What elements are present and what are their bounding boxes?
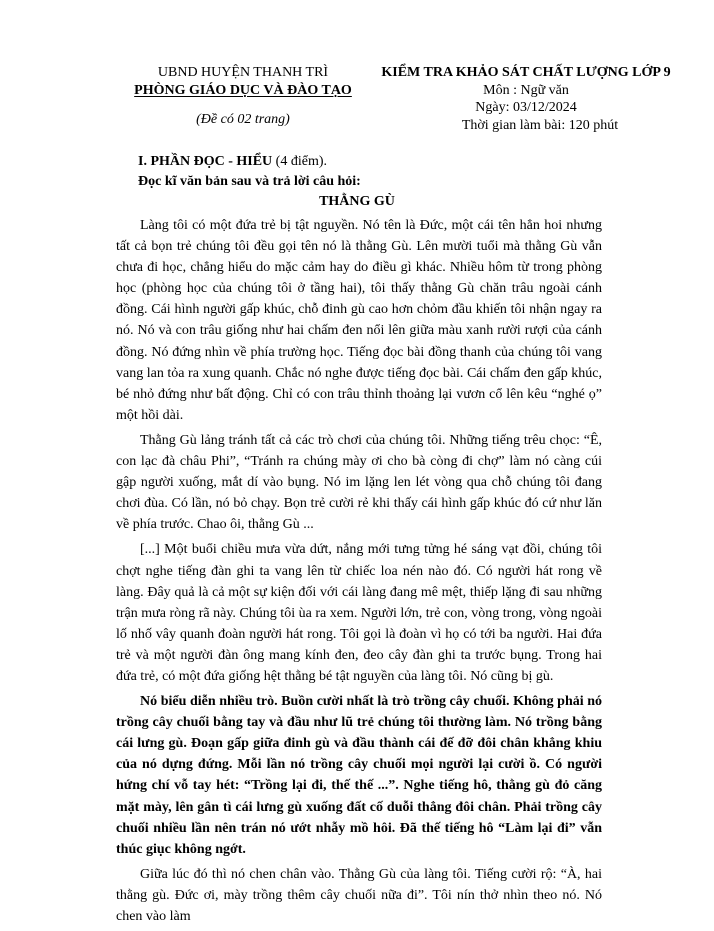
paragraph: Giữa lúc đó thì nó chen chân vào. Thằng Gù của làng tôi. Tiếng cười rộ: “À, hai thằng gù. Đức ơi, mày trồng thêm cây chuối nữa đi”. Tôi nín thở nhìn theo nó. Nó chen vào làm	[116, 866, 602, 924]
exam-title: KIỂM TRA KHẢO SÁT CHẤT LƯỢNG LỚP 9	[381, 65, 671, 80]
section-points: (4 điểm).	[272, 154, 327, 169]
story-title: THẰNG GÙ	[319, 194, 395, 209]
section-instruction: Đọc kĩ văn bản sau và trả lời câu hỏi:	[138, 174, 361, 189]
story-text	[116, 215, 602, 931]
issuer-block	[98, 64, 388, 129]
page-count-note: (Đề có 02 trang)	[196, 112, 290, 127]
section-heading	[138, 153, 327, 171]
paragraph: [...] Một buổi chiều mưa vừa dứt, nắng mới tưng tửng hé sáng vạt đồi, chúng tôi chợt nghe tiếng đàn ghi ta vang lên từ chiếc loa nén nào đó. Có người hát rong về làng. Đây quả là cả một sự kiện đối với cái làng đang mê mệt, thiếp lặng đi sau những trận mưa ròng rã này. Chúng tôi ùa ra xem. Người lớn, trẻ con, vòng trong, vòng ngoài lố nhố vây quanh đoàn người hát rong. Tôi gọi là đoàn vì họ có tới ba người. Hai đứa trẻ và một người đàn ông mang kính đen, đeo cây đàn ghi ta trước bụng. Trong hai đứa trẻ, có một đứa giống hệt thằng bé tật nguyền của làng tôi. Nó cũng bị gù.	[116, 542, 602, 684]
exam-subject: Môn : Ngữ văn	[483, 82, 569, 98]
paragraph: Làng tôi có một đứa trẻ bị tật nguyền. Nó tên là Đức, một cái tên hẳn hoi nhưng tất cả bọn trẻ chúng tôi đều gọi tên nó là thằng Gù. Lên mười tuổi mà thằng Gù vẫn chưa đi học, chẳng hiểu do mặc cảm hay do điều gì khác. Nhiều hôm từ trong phòng học (phòng học của chúng tôi ở tầng hai), tôi thấy thằng Gù chăn trâu ngoài cánh đồng. Cái hình người gấp khúc, chỗ đinh gù cao hơn chỏm đầu khiến tôi nhận ngay ra nó. Nó và con trâu giống như hai chấm đen nổi lên giữa màu xanh rười rượi của cánh đồng. Nó đứng nhìn về phía trường học. Tiếng đọc bài đồng thanh của chúng tôi vang vang lan tỏa ra xung quanh. Chắc nó nghe được tiếng đọc bài. Cái chấm đen gấp khúc, bé nhỏ đứng như bất động. Chỉ có con trâu thỉnh thoảng lại vươn cổ lên kêu “nghé ọ” một hồi dài.	[116, 218, 602, 423]
paragraph-bold: Nó biểu diễn nhiều trò. Buồn cười nhất là trò trồng cây chuối. Không phải nó trồng cây chuối bằng tay và đầu như lũ trẻ chúng tôi thường làm. Nó trồng bằng cái lưng gù. Đoạn gấp giữa đinh gù và đầu thành cái đế đỡ đôi chân khẳng khiu của nó dựng đứng. Mỗi lần nó trồng cây chuối mọi người lại cười ồ. Có người hứng chí vỗ tay hét: “Trồng lại đi, thế thế ...”. Nghe tiếng hô, thằng gù đỏ căng mặt mày, lên gân tì cái lưng gù xuống đất cố duỗi thẳng đôi chân. Phải trồng cây chuối nhiều lần nên trán nó ướt nhẫy mồ hôi. Đã thế tiếng hô “Làm lại đi” vẫn thúc giục không ngớt.	[116, 694, 602, 857]
issuer-org: UBND HUYỆN THANH TRÌ	[157, 65, 329, 80]
issuer-dept: PHÒNG GIÁO DỤC VÀ ĐÀO TẠO	[134, 83, 352, 98]
paragraph: Thằng Gù lảng tránh tất cả các trò chơi của chúng tôi. Những tiếng trêu chọc: “Ê, con lạc đà châu Phi”, “Tránh ra chúng mày ơi cho bà còng đi chợ” làm nó càng cúi gập người xuống, mắt dí vào bụng. Nó im lặng len lét vòng qua chỗ chúng tôi đang chơi đùa. Có lần, nó bỏ chạy. Bọn trẻ cười rẻ khi thấy cái hình gấp khúc đó cứ như lăn về phía trước. Chao ôi, thằng Gù ...	[116, 432, 602, 533]
exam-date: Ngày: 03/12/2024	[475, 100, 577, 115]
section-title: I. PHẦN ĐỌC - HIỂU	[138, 154, 273, 169]
exam-info-block	[352, 64, 700, 134]
exam-duration: Thời gian làm bài: 120 phút	[461, 117, 619, 133]
